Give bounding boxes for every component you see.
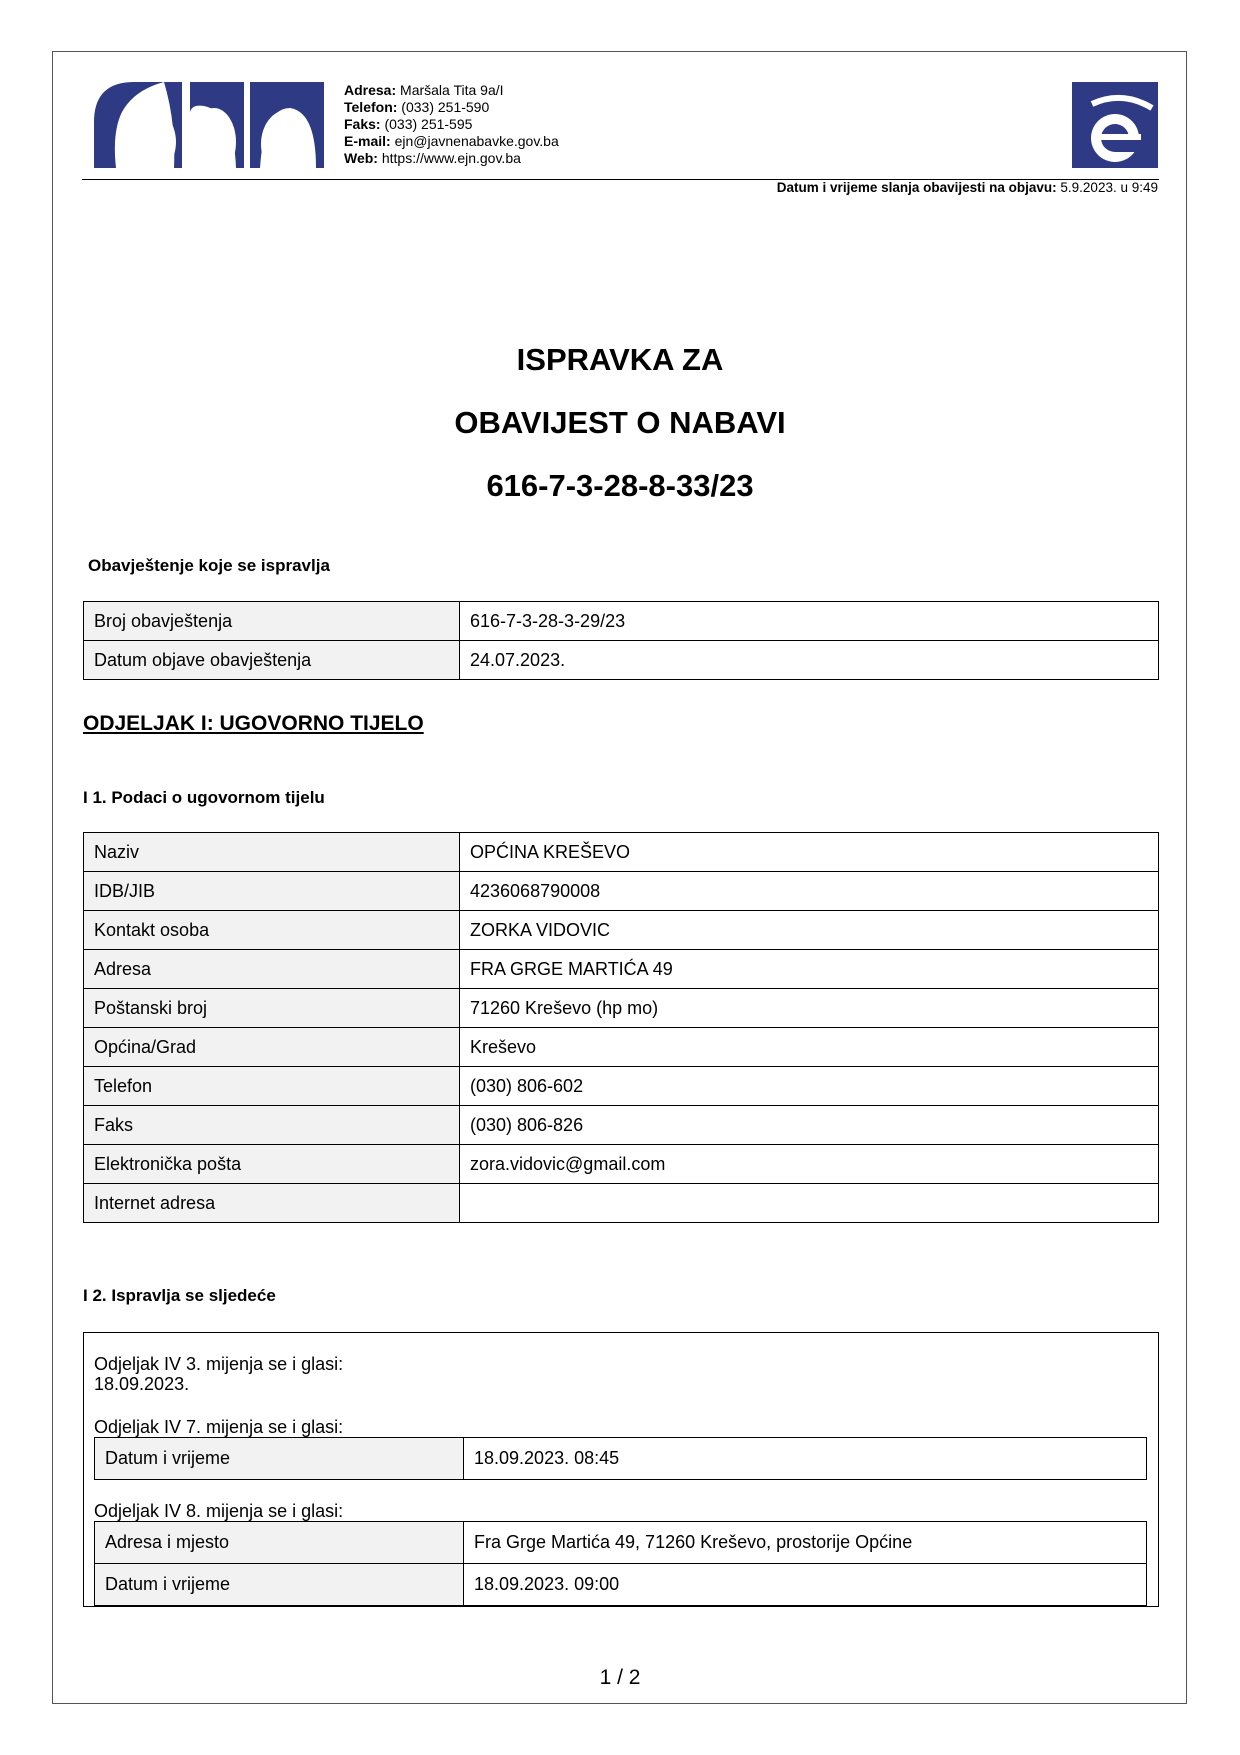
- title-line-2: OBAVIJEST O NABAVI: [454, 405, 786, 440]
- contracting-body-table: [83, 832, 1159, 1223]
- table-row: [84, 911, 1159, 950]
- contact-web: Web: https://www.ejn.gov.ba: [344, 150, 521, 166]
- iv8-table: [94, 1521, 1147, 1606]
- row-value: (030) 806-826: [460, 1106, 1159, 1145]
- row-value: 18.09.2023. 09:00: [464, 1564, 1147, 1606]
- row-label: Faks: [84, 1106, 460, 1145]
- contact-fax: Faks: (033) 251-595: [344, 116, 473, 132]
- section-heading: ODJELJAK I: UGOVORNO TIJELO: [83, 712, 424, 735]
- row-label: Datum i vrijeme: [95, 1564, 464, 1606]
- iv3-value: 18.09.2023.: [94, 1374, 190, 1394]
- row-label: Kontakt osoba: [84, 911, 460, 950]
- subsection-heading-2: I 2. Ispravlja se sljedeće: [83, 1286, 276, 1305]
- row-value: zora.vidovic@gmail.com: [460, 1145, 1159, 1184]
- table-row: [84, 950, 1159, 989]
- iv8-label: Odjeljak IV 8. mijenja se i glasi:: [94, 1501, 344, 1521]
- row-label: Internet adresa: [84, 1184, 460, 1223]
- contact-email: E-mail: ejn@javnenabavke.gov.ba: [344, 133, 559, 149]
- table-row: [84, 833, 1159, 872]
- row-label: Poštanski broj: [84, 989, 460, 1028]
- table-row: [95, 1522, 1147, 1564]
- subsection-heading-1: I 1. Podaci o ugovornom tijelu: [83, 788, 325, 807]
- table-row: [84, 641, 1159, 680]
- row-value: FRA GRGE MARTIĆA 49: [460, 950, 1159, 989]
- row-value: (030) 806-602: [460, 1067, 1159, 1106]
- contact-block: [344, 82, 559, 167]
- table-row: [84, 1067, 1159, 1106]
- table-row: [95, 1438, 1147, 1480]
- table-row: [95, 1564, 1147, 1606]
- table-row: [84, 872, 1159, 911]
- page-number: 1 / 2: [599, 1666, 641, 1689]
- row-value: 71260 Kreševo (hp mo): [460, 989, 1159, 1028]
- row-label: IDB/JIB: [84, 872, 460, 911]
- title-line-1: ISPRAVKA ZA: [516, 342, 724, 377]
- row-label: Naziv: [84, 833, 460, 872]
- row-label: Općina/Grad: [84, 1028, 460, 1067]
- ojn-logo: [94, 82, 324, 168]
- iv7-table: [94, 1437, 1147, 1480]
- row-label: Datum objave obavještenja: [84, 641, 460, 680]
- notice-table: [83, 601, 1159, 680]
- row-value: Fra Grge Martića 49, 71260 Kreševo, prostorije Općine: [464, 1522, 1147, 1564]
- row-value: [460, 1184, 1159, 1223]
- row-label: Broj obavještenja: [84, 602, 460, 641]
- row-value: 18.09.2023. 08:45: [464, 1438, 1147, 1480]
- table-row: [84, 1106, 1159, 1145]
- row-value: Kreševo: [460, 1028, 1159, 1067]
- table-row: [84, 989, 1159, 1028]
- iv7-label: Odjeljak IV 7. mijenja se i glasi:: [94, 1417, 344, 1437]
- row-label: Elektronička pošta: [84, 1145, 460, 1184]
- corrections-box: [83, 1332, 1159, 1607]
- row-label: Telefon: [84, 1067, 460, 1106]
- table-row: [84, 1145, 1159, 1184]
- row-value: OPĆINA KREŠEVO: [460, 833, 1159, 872]
- row-label: Adresa i mjesto: [95, 1522, 464, 1564]
- iv3-label: Odjeljak IV 3. mijenja se i glasi:: [94, 1354, 344, 1374]
- table-row: [84, 1184, 1159, 1223]
- table-row: [84, 602, 1159, 641]
- row-value: ZORKA VIDOVIC: [460, 911, 1159, 950]
- row-label: Adresa: [84, 950, 460, 989]
- row-value: 4236068790008: [460, 872, 1159, 911]
- row-value: 616-7-3-28-3-29/23: [460, 602, 1159, 641]
- sent-datetime: Datum i vrijeme slanja obavijesti na objavu: 5.9.2023. u 9:49: [776, 180, 1158, 195]
- table-row: [84, 1028, 1159, 1067]
- contact-address: Adresa: Maršala Tita 9a/I: [344, 82, 504, 98]
- row-label: Datum i vrijeme: [95, 1438, 464, 1480]
- ejn-logo: [1072, 82, 1158, 168]
- notice-heading: Obavještenje koje se ispravlja: [88, 556, 330, 575]
- title-notice-number: 616-7-3-28-8-33/23: [486, 468, 754, 503]
- contact-phone: Telefon: (033) 251-590: [344, 99, 490, 115]
- row-value: 24.07.2023.: [460, 641, 1159, 680]
